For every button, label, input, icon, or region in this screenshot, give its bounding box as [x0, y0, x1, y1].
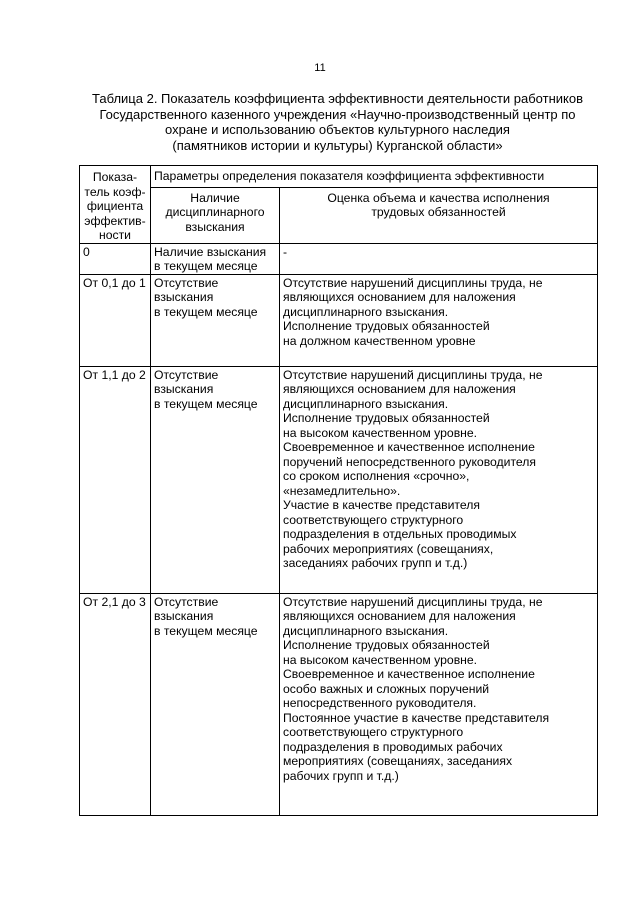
page-number: 11 [314, 62, 326, 74]
table-row [80, 366, 598, 593]
cell-line: рабочих мероприятиях (совещаниях, [283, 541, 494, 556]
cell-line: - [283, 244, 288, 259]
cell-line: мероприятиях (совещаниях, заседаниях [283, 754, 513, 768]
cell-line: взыскания [154, 609, 214, 623]
table-row [80, 274, 598, 366]
header-text: трудовых обязанностей [371, 205, 506, 220]
header-text: тель коэф- [84, 184, 146, 199]
cell-line: рабочих групп и т.д.) [283, 768, 399, 783]
cell-line: Исполнение трудовых обязанностей [283, 638, 490, 652]
cell-line: в текущем месяце [154, 396, 258, 411]
cell-line: Исполнение трудовых обязанностей [283, 319, 490, 333]
cell-line: являющихся основанием для наложения [283, 609, 516, 623]
cell-line: в текущем месяце [154, 623, 258, 638]
efficiency-table [79, 165, 598, 816]
cell-line: Отсутствие [154, 367, 219, 382]
cell-line: Отсутствие [154, 594, 219, 609]
header-text: эффектив- [84, 213, 146, 228]
coefficient-value: 0 [80, 243, 151, 274]
cell-line: дисциплинарного взыскания. [283, 623, 449, 638]
cell-line: являющихся основанием для наложения [283, 382, 516, 396]
penalty-cell [151, 366, 280, 593]
cell-line: на высоком качественном уровне. [283, 652, 478, 667]
header-text: ности [99, 228, 131, 242]
cell-line: подразделения в отдельных проводимых [283, 527, 517, 541]
header-text: Показа- [92, 170, 138, 184]
cell-line: непосредственного руководителя. [283, 696, 477, 710]
header-row [80, 166, 598, 188]
assessment-cell [280, 366, 598, 593]
header-parameters: Параметры определения показателя коэффициента эффективности [151, 166, 598, 188]
penalty-cell [151, 593, 280, 815]
cell-line: дисциплинарного взыскания. [283, 396, 449, 411]
cell-line: на высоком качественном уровне. [283, 425, 478, 440]
cell-line: со сроком исполнения «срочно», [283, 469, 470, 483]
table-caption [70, 91, 605, 153]
header-coefficient [80, 166, 151, 244]
caption-line: (памятников истории и культуры) Курганской области» [172, 137, 503, 153]
header-text: взыскания [185, 219, 245, 234]
cell-line: на должном качественном уровне [283, 333, 476, 348]
cell-line: Своевременное и качественное исполнение [283, 440, 535, 454]
cell-line: Отсутствие нарушений дисциплины труда, не [283, 275, 543, 290]
assessment-cell [280, 243, 598, 274]
cell-line: взыскания [154, 290, 214, 304]
assessment-cell [280, 274, 598, 366]
penalty-cell [151, 274, 280, 366]
coefficient-value: От 2,1 до 3 [80, 593, 151, 815]
cell-line: Своевременное и качественное исполнение [283, 667, 535, 681]
cell-line: Отсутствие нарушений дисциплины труда, не [283, 367, 543, 382]
cell-line: особо важных и сложных поручений [283, 681, 490, 696]
cell-line: Отсутствие [154, 275, 219, 290]
cell-line: Участие в качестве представителя [283, 498, 480, 512]
cell-line: поручений непосредственного руководителя [283, 454, 537, 469]
header-text: дисциплинарного [165, 205, 265, 220]
cell-line: Постоянное участие в качестве представителя [283, 710, 550, 725]
cell-line: взыскания [154, 382, 214, 396]
header-assessment [280, 187, 598, 243]
cell-line: в текущем месяце [154, 259, 258, 273]
header-text: Наличие [190, 190, 240, 205]
coefficient-value: От 0,1 до 1 [80, 274, 151, 366]
cell-line: Наличие взыскания [154, 244, 267, 259]
cell-line: «незамедлительно». [283, 483, 401, 498]
cell-line: соответствующего структурного [283, 725, 464, 739]
header-penalty [151, 187, 280, 243]
cell-line: Исполнение трудовых обязанностей [283, 411, 490, 425]
coefficient-value: От 1,1 до 2 [80, 366, 151, 593]
cell-line: являющихся основанием для наложения [283, 290, 516, 304]
header-text: Оценка объема и качества исполнения [327, 190, 550, 205]
cell-line: в текущем месяце [154, 304, 258, 319]
cell-line: соответствующего структурного [283, 512, 464, 527]
table-row [80, 593, 598, 815]
caption-line: охране и использованию объектов культурного наследия [165, 122, 510, 137]
table-row [80, 243, 598, 274]
assessment-cell [280, 593, 598, 815]
cell-line: дисциплинарного взыскания. [283, 304, 449, 319]
header-text: фициента [86, 199, 144, 213]
penalty-cell [151, 243, 280, 274]
cell-line: Отсутствие нарушений дисциплины труда, не [283, 594, 543, 609]
cell-line: заседаниях рабочих групп и т.д.) [283, 556, 468, 570]
caption-line: Таблица 2. Показатель коэффициента эффективности деятельности работников [92, 91, 583, 106]
header-subrow [80, 187, 598, 243]
caption-line: Государственного казенного учреждения «Научно-производственный центр по [99, 106, 576, 122]
cell-line: подразделения в проводимых рабочих [283, 739, 503, 754]
